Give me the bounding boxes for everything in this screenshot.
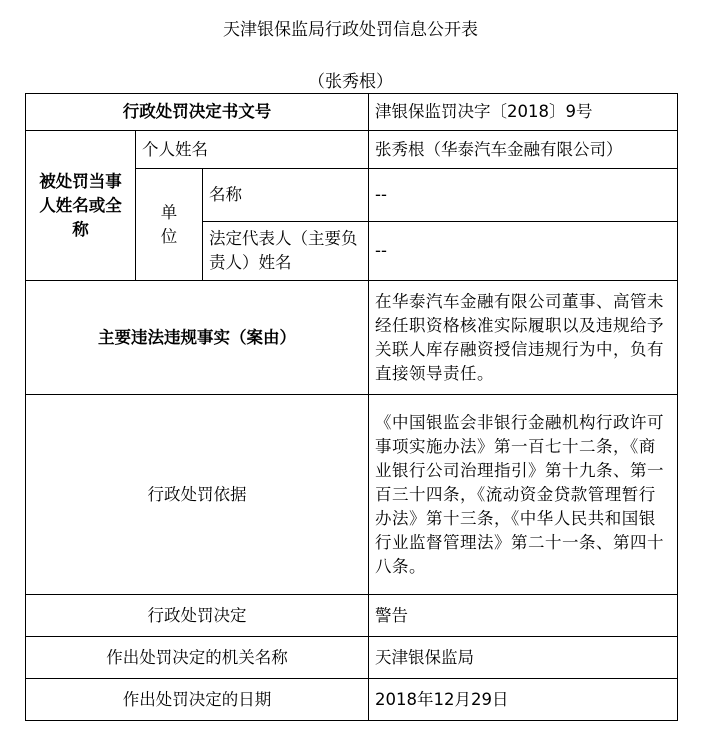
authority-label: 作出处罚决定的机关名称 xyxy=(26,637,369,679)
individual-name-label: 个人姓名 xyxy=(136,131,369,169)
document-title: 天津银保监局行政处罚信息公开表 xyxy=(223,20,478,40)
table-row xyxy=(26,595,678,637)
table-row xyxy=(26,131,678,169)
table-row xyxy=(26,637,678,679)
party-label: 被处罚当事人姓名或全称 xyxy=(26,131,136,281)
document-subtitle: （张秀根） xyxy=(308,72,393,92)
unit-name-value: -- xyxy=(369,169,678,222)
unit-name-label: 名称 xyxy=(203,169,369,222)
legal-rep-label: 法定代表人（主要负责人）姓名 xyxy=(203,222,369,281)
legal-rep-value: -- xyxy=(369,222,678,281)
basis-label: 行政处罚依据 xyxy=(26,395,369,595)
table-row xyxy=(26,94,678,131)
authority-value: 天津银保监局 xyxy=(369,637,678,679)
individual-name-value: 张秀根（华泰汽车金融有限公司） xyxy=(369,131,678,169)
decision-value: 警告 xyxy=(369,595,678,637)
table-row xyxy=(26,679,678,721)
basis-value: 《中国银监会非银行金融机构行政许可事项实施办法》第一百七十二条，《商业银行公司治理指引》第十九条、第一百三十四条，《流动资金贷款管理暂行办法》第十三条，《中华人民共和国银行业监督管理法》第二十一条、第四十八条。 xyxy=(369,395,678,595)
violation-value: 在华泰汽车金融有限公司董事、高管未经任职资格核准实际履职以及违规给予关联人库存融资授信违规行为中，负有直接领导责任。 xyxy=(369,281,678,395)
unit-label-char: 位 xyxy=(160,226,178,246)
date-label: 作出处罚决定的日期 xyxy=(26,679,369,721)
table-row xyxy=(26,395,678,595)
violation-label: 主要违法违规事实（案由） xyxy=(26,281,369,395)
unit-label-char: 单 xyxy=(160,202,178,222)
date-value: 2018年12月29日 xyxy=(369,679,678,721)
penalty-info-table xyxy=(25,93,678,721)
decision-doc-no-label: 行政处罚决定书文号 xyxy=(26,94,369,131)
decision-label: 行政处罚决定 xyxy=(26,595,369,637)
table-row xyxy=(26,281,678,395)
unit-label xyxy=(136,169,203,281)
decision-doc-no-value: 津银保监罚决字〔2018〕9号 xyxy=(369,94,678,131)
